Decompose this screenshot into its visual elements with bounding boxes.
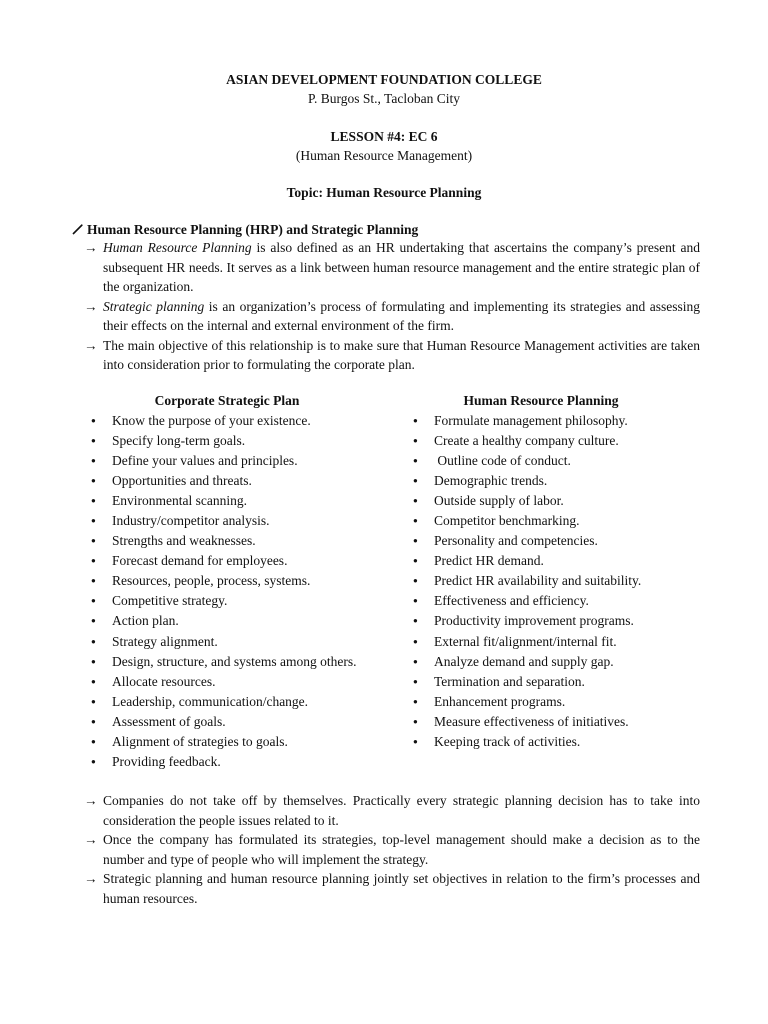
intro-item [84,336,700,375]
list-item-text: Industry/competitor analysis. [112,512,270,528]
list-item [410,732,710,752]
bullet-icon [410,491,434,511]
list-item-text: Strengths and weaknesses. [112,533,256,549]
list-item [88,451,388,471]
list-item [410,591,710,611]
list-item-text: Define your values and principles. [112,452,298,468]
closing-item [84,830,700,869]
list-item-text: Opportunities and threats. [112,472,252,488]
arrow-icon: → [84,240,98,255]
bullet-icon [88,632,112,652]
section-heading [72,220,418,240]
list-item-text: Forecast demand for employees. [112,553,288,569]
list-item [410,652,710,672]
arrow-icon: → [84,871,98,886]
intro-term: Strategic planning [103,298,205,314]
list-item-text: Providing feedback. [112,754,221,770]
list-item [88,752,388,772]
list-item [410,531,710,551]
bullet-icon [88,692,112,712]
bullet-icon [410,732,434,752]
list-item [410,471,710,491]
list-item-text: Competitor benchmarking. [434,512,580,528]
list-item-text: Know the purpose of your existence. [112,412,311,428]
list-item-text: Keeping track of activities. [434,734,581,749]
closing-item [84,869,700,908]
section-heading-text: Human Resource Planning (HRP) and Strategic Planning [87,222,419,237]
bullet-icon [88,511,112,531]
bullet-icon [410,632,434,652]
arrow-icon: → [84,298,98,314]
list-item [88,511,388,531]
intro-item [84,297,700,336]
bullet-icon [410,712,434,732]
bullet-icon [410,652,434,672]
closing-text: Strategic planning and human resource planning jointly set objectives in relation to the firm’s processes and human resources. [103,871,700,906]
hr-planning-column [410,391,710,752]
list-item-text: Strategy alignment. [112,633,218,649]
list-item-text: Allocate resources. [112,673,216,689]
bullet-icon [88,431,112,451]
list-item [88,491,388,511]
list-item-text: Outside supply of labor. [434,492,564,508]
bullet-icon [88,652,112,672]
list-item-text: Competitive strategy. [112,593,228,609]
lesson-title: LESSON #4: EC 6 [330,129,438,144]
list-item-text: Personality and competencies. [434,533,598,549]
list-item-text: Design, structure, and systems among others. [112,653,357,669]
bullet-icon [410,692,434,712]
list-item [88,431,388,451]
list-item [88,411,388,431]
list-item [410,491,710,511]
arrow-icon: → [84,793,98,808]
list-item [410,571,710,591]
bullet-icon [88,752,112,772]
list-item [88,712,388,732]
list-item [410,672,710,692]
intro-item [84,238,700,297]
list-item [410,692,710,712]
bullet-icon [410,551,434,571]
list-item [88,571,388,591]
list-item-text: Analyze demand and supply gap. [434,653,614,669]
bullet-icon [88,471,112,491]
list-item [410,611,710,631]
arrow-icon: → [84,337,98,353]
list-item-text: Assessment of goals. [112,713,226,729]
list-item-text: Measure effectiveness of initiatives. [434,713,629,729]
intro-term: Human Resource Planning [103,240,252,255]
bullet-icon [88,571,112,591]
bullet-icon [410,672,434,692]
corporate-plan-list [88,411,388,773]
list-item-text: Leadership, communication/change. [112,693,309,709]
list-item [410,431,710,451]
list-item [88,672,388,692]
bullet-icon [88,531,112,551]
list-item-text: Outline code of conduct. [434,452,571,468]
list-item [410,511,710,531]
bullet-icon [410,431,434,451]
pen-icon [72,220,87,240]
bullet-icon [410,511,434,531]
closing-item [84,791,700,830]
bullet-icon [88,591,112,611]
bullet-icon [410,611,434,631]
bullet-icon [410,471,434,491]
bullet-icon [88,411,112,431]
intro-text: is also defined as an HR undertaking that ascertains the company’s present and subsequent HR needs. It serves as a link between human resource management and the entire strategic plan of the organization. [103,240,700,294]
intro-list [84,238,700,375]
closing-text: Companies do not take off by themselves. Practically every strategic planning decision has to take into consideration the people issues related to it. [103,793,700,828]
list-item [410,551,710,571]
bullet-icon [88,732,112,752]
list-item-text: Predict HR availability and suitability. [434,573,642,589]
bullet-icon [88,611,112,631]
list-item [88,692,388,712]
list-item [88,531,388,551]
bullet-icon [88,551,112,571]
bullet-icon [88,712,112,732]
list-item [88,632,388,652]
list-item-text: Formulate management philosophy. [434,412,628,428]
list-item [88,611,388,631]
bullet-icon [410,411,434,431]
list-item-text: Specify long-term goals. [112,432,246,448]
intro-text: The main objective of this relationship is to make sure that Human Resource Management activities are taken into consideration prior to formulating the corporate plan. [103,337,700,372]
list-item-text: Termination and separation. [434,673,585,689]
bullet-icon [88,451,112,471]
list-item [410,451,710,471]
list-item [88,591,388,611]
list-item-text: Create a healthy company culture. [434,432,619,448]
list-item-text: Demographic trends. [434,472,548,488]
list-item [88,471,388,491]
intro-text: is an organization’s process of formulating and implementing its strategies and assessing their effects on the internal and external environment of the firm. [103,298,700,333]
list-item-text: Productivity improvement programs. [434,613,634,629]
hr-planning-title: Human Resource Planning [463,393,619,408]
list-item [88,551,388,571]
topic-title: Topic: Human Resource Planning [286,185,482,200]
bullet-icon [88,491,112,511]
list-item-text: Effectiveness and efficiency. [434,593,589,609]
list-item-text: Predict HR demand. [434,553,544,569]
subject-title: (Human Resource Management) [295,148,473,163]
list-item-text: Resources, people, process, systems. [112,573,311,589]
list-item-text: External fit/alignment/internal fit. [434,633,617,649]
list-item-text: Alignment of strategies to goals. [112,734,288,749]
list-item-text: Environmental scanning. [112,492,247,508]
bullet-icon [410,451,434,471]
list-item [88,732,388,752]
hr-planning-list [410,411,710,753]
list-item [410,632,710,652]
list-item [410,411,710,431]
closing-text: Once the company has formulated its strategies, top-level management should make a decision as to the number and type of people who will implement the strategy. [103,832,700,867]
school-name: ASIAN DEVELOPMENT FOUNDATION COLLEGE [226,72,542,87]
corporate-plan-title: Corporate Strategic Plan [154,393,300,408]
school-address: P. Burgos St., Tacloban City [308,91,460,106]
bullet-icon [88,672,112,692]
bullet-icon [410,571,434,591]
closing-list [84,791,700,908]
list-item [88,652,388,672]
bullet-icon [410,591,434,611]
list-item [410,712,710,732]
list-item-text: Enhancement programs. [434,693,566,709]
corporate-plan-column [88,391,388,772]
bullet-icon [410,531,434,551]
arrow-icon: → [84,832,98,847]
list-item-text: Action plan. [112,613,179,629]
